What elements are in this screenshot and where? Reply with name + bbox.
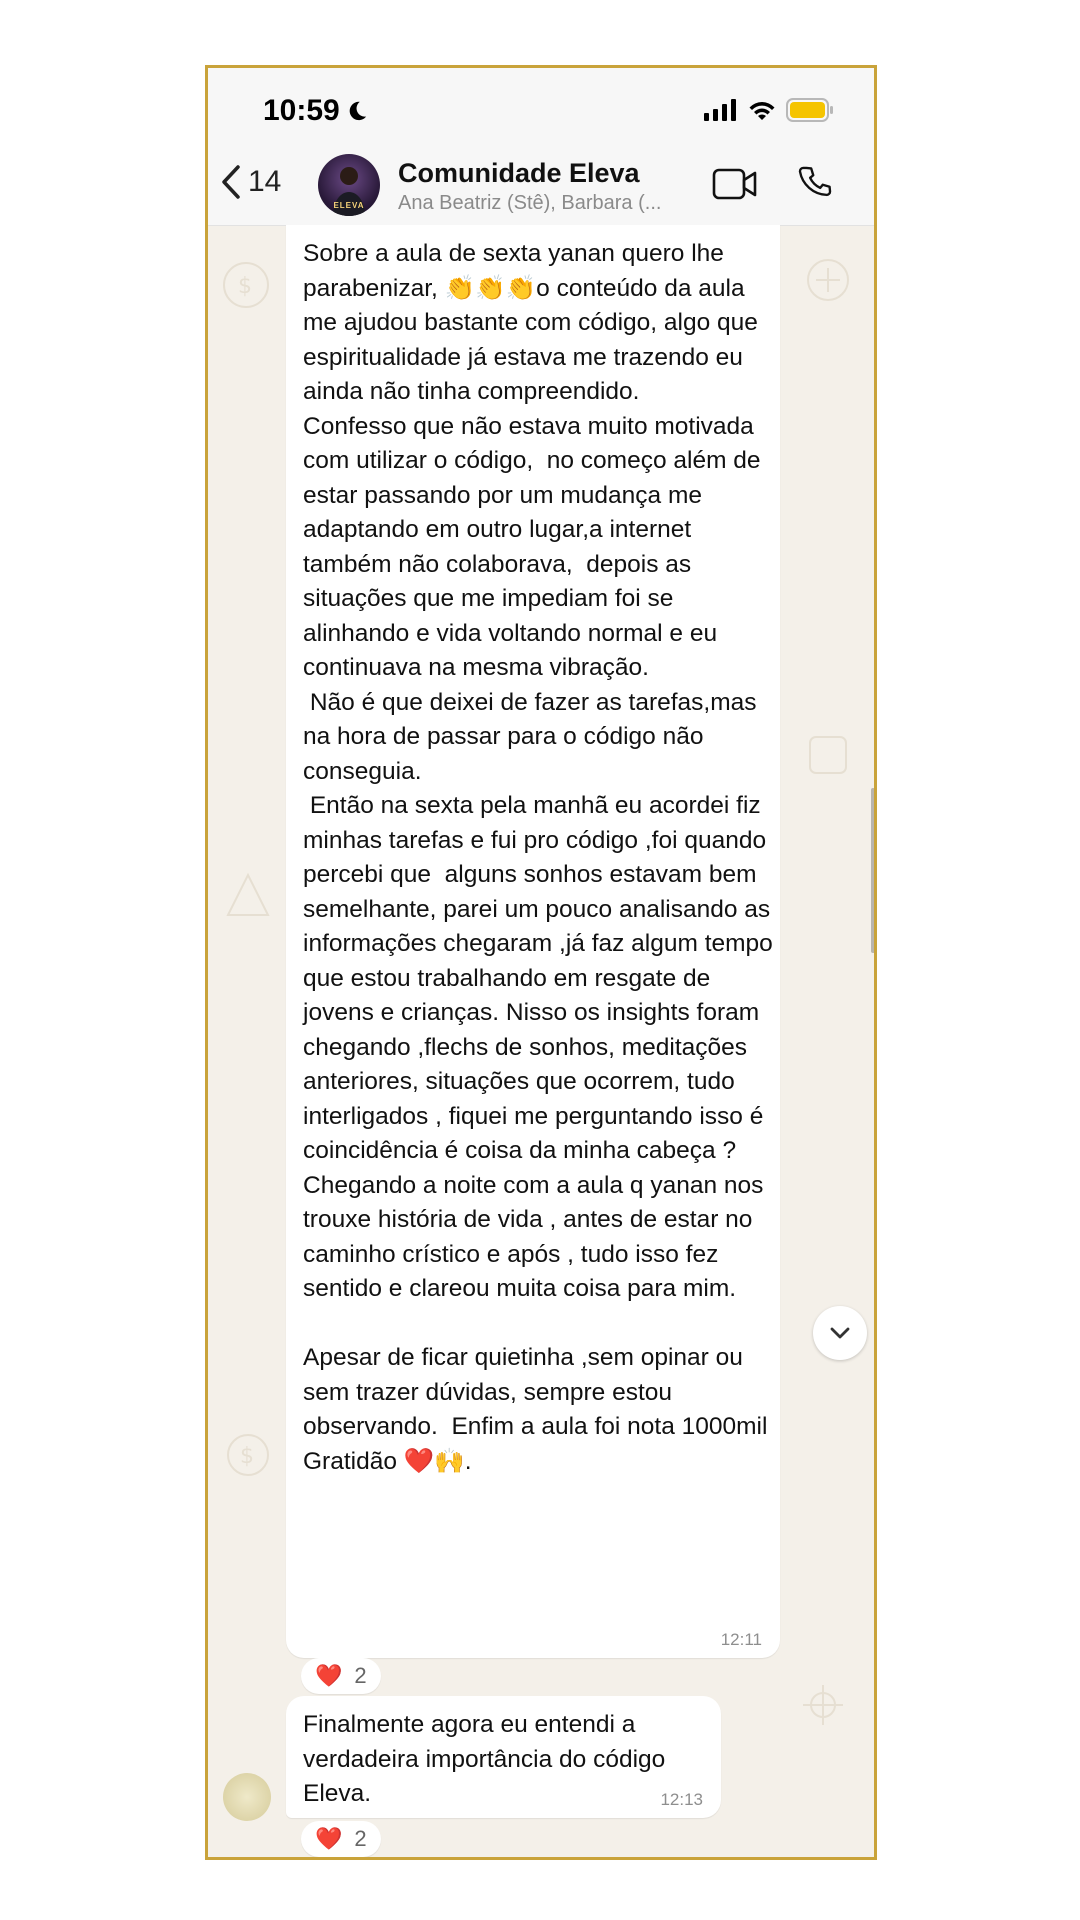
phone-call-icon[interactable]: [796, 164, 834, 202]
chat-title[interactable]: Comunidade Eleva: [398, 158, 640, 188]
battery-icon: [786, 98, 834, 122]
wallpaper-doodle-icon: [216, 255, 276, 315]
wallpaper-doodle-icon: [793, 1675, 853, 1735]
back-button[interactable]: [220, 164, 281, 200]
status-icons: [704, 98, 834, 122]
phone-frame: [205, 65, 877, 1860]
chevron-left-icon: [220, 164, 242, 200]
message-bubble[interactable]: [286, 1696, 721, 1818]
message-reaction[interactable]: [301, 1658, 381, 1694]
message-bubble[interactable]: [286, 225, 780, 1658]
message-text: Sobre a aula de sexta yanan quero lhe parabenizar, 👏👏👏o conteúdo da aula me ajudou bastante com código, algo que espiritualidade já estava me trazendo eu ainda não tinha compreendido. Confesso que não estava muito motivada com utilizar o código, no começo além de estar passando por um mudança me adaptando em outro lugar,a internet também não colaborava, depois as situações que me impediam foi se alinhando e vida voltando normal e eu continuava na mesma vibração. Não é que deixei de fazer as tarefas,mas na hora de passar para o código não conseguia. Então na sexta pela manhã eu acordei fiz minhas tarefas e fui pro código ,foi quando percebi que alguns sonhos estavam bem semelhante, parei um pouco analisando as informações chegaram ,já faz algum tempo que estou trabalhando em resgate de jovens e crianças. Nisso os insights foram chegando ,flechs de sonhos, meditações anteriores, situações que ocorrem, tudo interligados , fiquei me perguntando isso é coincidência é coisa da minha cabeça ? Chegando a noite com a aula q yanan nos trouxe história de vida , antes de estar no caminho crístico e após , tudo isso fez sentido e clareou muita coisa para mim. Apesar de ficar quietinha ,sem opinar ou sem trazer dúvidas, sempre estou observando. Enfim a aula foi nota 1000mil Gratidão ❤️🙌.: [303, 240, 773, 1475]
wallpaper-doodle-icon: [218, 865, 278, 925]
scrollbar[interactable]: [871, 788, 875, 953]
unread-count: 14: [248, 165, 282, 198]
scroll-to-bottom-button[interactable]: [813, 1306, 867, 1360]
wallpaper-doodle-icon: [218, 1425, 278, 1485]
message-time: 12:13: [660, 1790, 703, 1809]
heart-icon: ❤️: [315, 1826, 343, 1851]
moon-icon: [346, 100, 368, 122]
signal-icon: [704, 99, 738, 121]
wallpaper-doodle-icon: [798, 250, 858, 310]
message-text: Finalmente agora eu entendi a verdadeira importância do código Eleva.: [303, 1711, 673, 1807]
chevron-down-icon: [829, 1326, 851, 1340]
sender-avatar[interactable]: [223, 1773, 271, 1821]
wifi-icon: [748, 99, 776, 121]
heart-icon: ❤️: [315, 1663, 343, 1688]
wallpaper-doodle-icon: [798, 725, 858, 785]
message-time: 12:11: [720, 1630, 762, 1649]
chat-header: [208, 68, 874, 226]
message-reaction[interactable]: [301, 1821, 381, 1857]
video-call-icon[interactable]: [712, 168, 758, 200]
svg-text:$: $: [238, 274, 252, 299]
status-time-text: 10:59: [263, 94, 340, 127]
reaction-count: 2: [354, 1663, 367, 1688]
group-avatar[interactable]: [318, 154, 380, 216]
status-time: [263, 94, 368, 128]
avatar-logo-text: ELEVA: [333, 201, 365, 210]
chat-participants[interactable]: Ana Beatriz (Stê), Barbara (...: [398, 192, 662, 214]
svg-text:$: $: [240, 1444, 254, 1469]
reaction-count: 2: [354, 1826, 367, 1851]
